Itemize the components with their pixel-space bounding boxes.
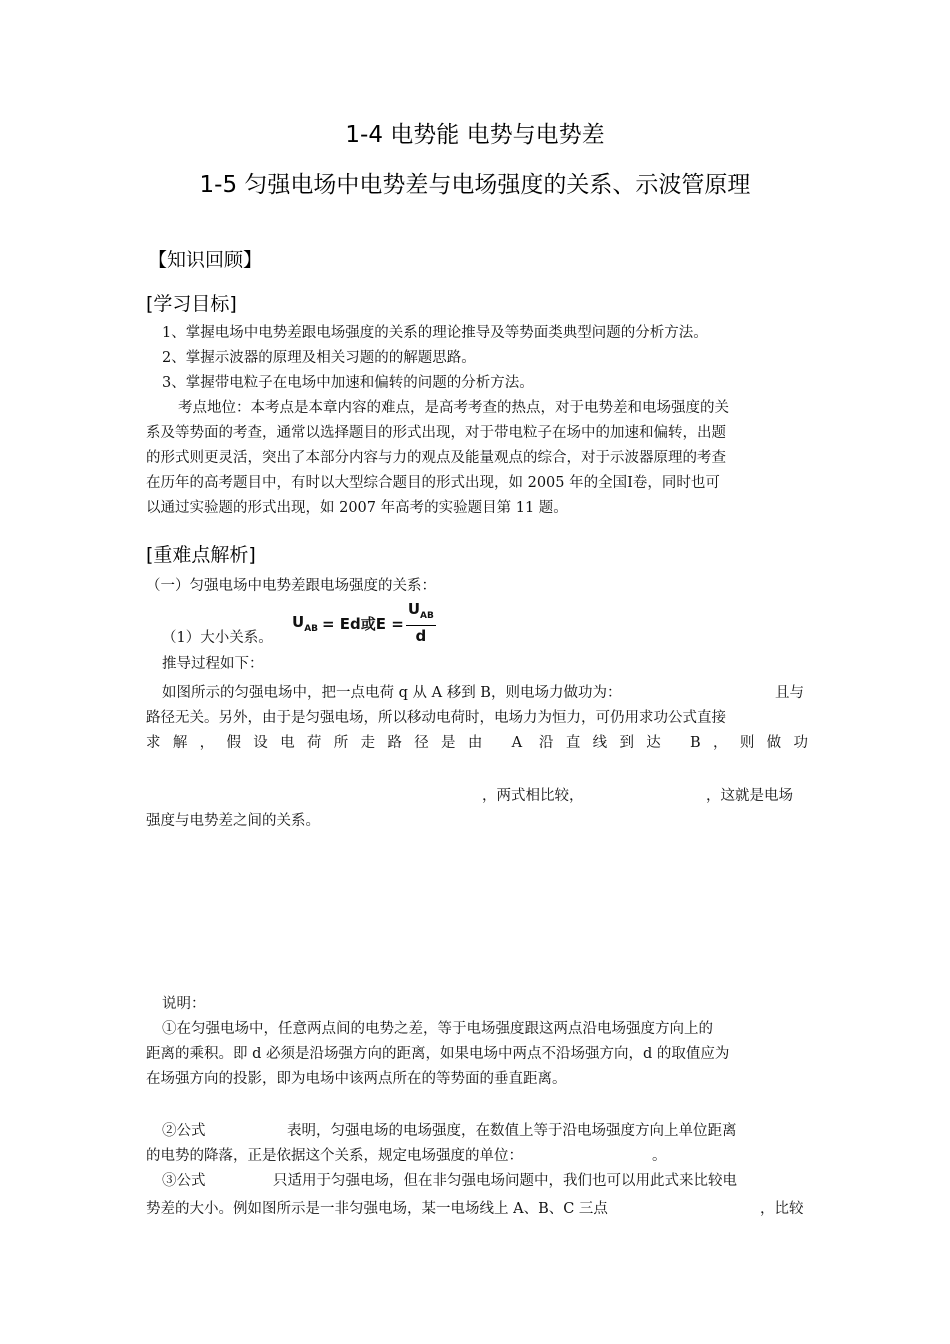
note3-line1-b: 只适用于匀强电场，但在非匀强电场问题中，我们也可以用此式来比较电 <box>273 1173 737 1189</box>
para1-line2: 路径无关。另外，由于是匀强电场，所以移动电荷时，电场力为恒力，可仍用求功公式直接 <box>146 710 726 726</box>
note1-line1: ①在匀强电场中，任意两点间的电势之差，等于电场强度跟这两点沿电场强度方向上的 <box>162 1021 713 1037</box>
note2-line2-a: 的电势的降落，正是依据这个关系，规定电场强度的单位： <box>146 1148 523 1164</box>
goal-3: 3、掌握带电粒子在电场中加速和偏转的问题的分析方法。 <box>162 375 534 391</box>
exam-position-line-2: 系及等势面的考查，通常以选择题目的形式出现，对于带电粒子在场中的加速和偏转，出题 <box>146 425 726 441</box>
note2-line1-a: ②公式 <box>162 1123 206 1139</box>
derivation-intro: 推导过程如下： <box>162 656 264 672</box>
exam-position-line-3: 的形式则更灵活，突出了本部分内容与力的观点及能量观点的综合，对于示波器原理的考查 <box>146 450 726 466</box>
note1-line3: 在场强方向的投影，即为电场中该两点所在的等势面的垂直距离。 <box>146 1071 567 1087</box>
formula-fraction: $\frac{U_{AB}}{d}$ <box>407 600 434 645</box>
formula-eq: = Ed或E = <box>322 614 404 633</box>
size-relation-label: （1）大小关系。 <box>162 630 273 646</box>
para1-line1-b: 且与 <box>775 685 804 701</box>
subsection-1-heading: （一）匀强电场中电势差跟电场强度的关系： <box>146 578 436 594</box>
section-key-points: [重难点解析] <box>146 544 256 566</box>
para1-line5: 强度与电势差之间的关系。 <box>146 813 320 829</box>
para1-line4-a: ，两式相比较， <box>482 788 584 804</box>
exam-position-line-4: 在历年的高考题目中，有时以大型综合题目的形式出现，如 2005 年的全国Ⅰ卷，同时也可 <box>146 475 720 491</box>
goal-1: 1、掌握电场中电势差跟电场强度的关系的理论推导及等势面类典型问题的分析方法。 <box>162 325 708 341</box>
note3-line1-a: ③公式 <box>162 1173 206 1189</box>
title-line-2: 1-5 匀强电场中电势差与电场强度的关系、示波管原理 <box>199 172 751 198</box>
goal-2: 2、掌握示波器的原理及相关习题的的解题思路。 <box>162 350 476 366</box>
formula-lhs: $U_{AB}$ <box>292 612 319 634</box>
explain-label: 说明： <box>162 996 206 1012</box>
note3-line2-b: ，比较 <box>760 1201 804 1217</box>
note3-line2-a: 势差的大小。例如图所示是一非匀强电场，某一电场线上 A、B、C 三点 <box>146 1201 608 1217</box>
para1-line4-b: ，这就是电场 <box>706 788 793 804</box>
exam-position-line-5: 以通过实验题的形式出现，如 2007 年高考的实验题目第 11 题。 <box>146 500 568 516</box>
note2-line1-b: 表明，匀强电场的电场强度，在数值上等于沿电场强度方向上单位距离 <box>287 1123 737 1139</box>
title-line-1: 1-4 电势能 电势与电势差 <box>345 122 605 148</box>
section-knowledge-review: 【知识回顾】 <box>148 249 263 271</box>
exam-position-line-1: 考点地位：本考点是本章内容的难点，是高考考查的热点，对于电势差和电场强度的关 <box>178 400 729 416</box>
section-learning-goals: [学习目标] <box>146 293 237 315</box>
note1-line2: 距离的乘积。即 d 必须是沿场强方向的距离，如果电场中两点不沿场强方向，d 的取值应为 <box>146 1046 730 1062</box>
para1-line3: 求解，假设电荷所走路径是由 A 沿直线到达 B，则做功 <box>146 735 808 751</box>
formula-uab-ed <box>292 600 436 646</box>
note2-line2-b: 。 <box>652 1148 667 1164</box>
para1-line1-a: 如图所示的匀强电场中，把一点电荷 q 从 A 移到 B，则电场力做功为： <box>162 685 622 701</box>
